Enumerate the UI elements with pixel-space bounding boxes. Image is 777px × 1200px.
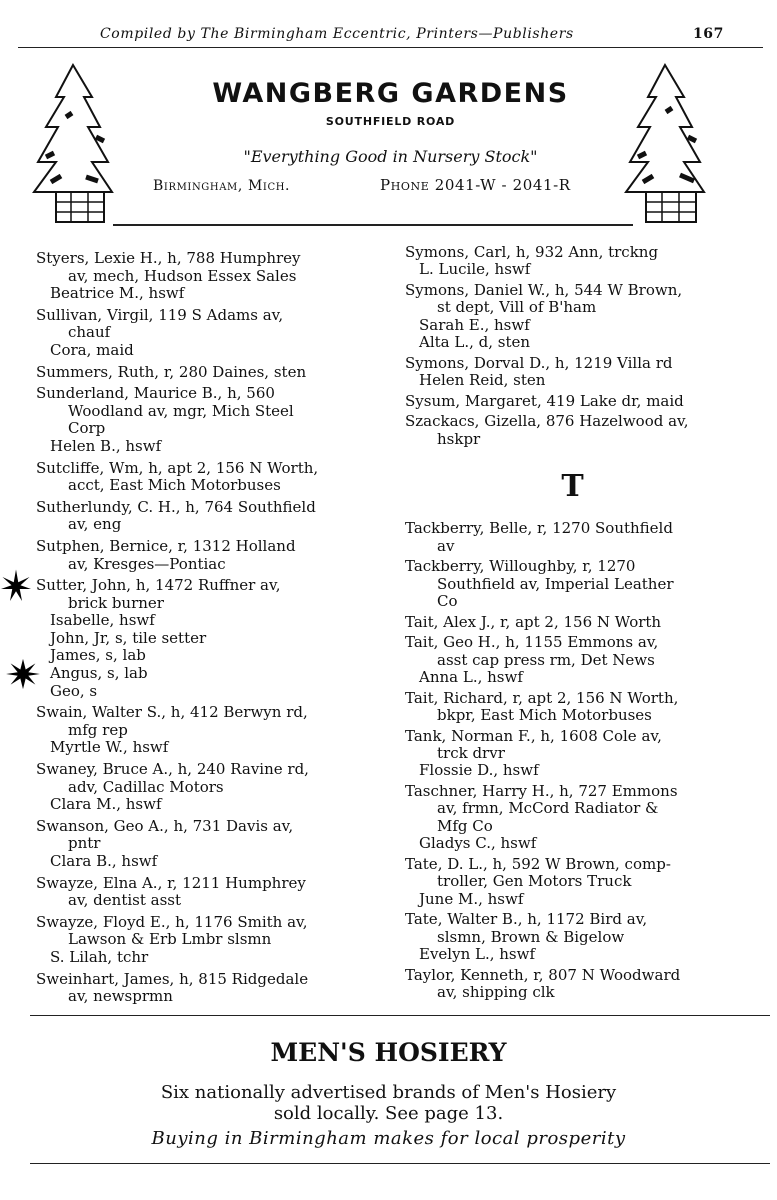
entry-name-line: Tait, Geo H., h, 1155 Emmons av, <box>405 633 659 652</box>
hosiery-ad-line-1: Six nationally advertised brands of Men's Hosiery <box>160 1082 617 1103</box>
entry-continuation-line: Southfield av, Imperial Leather <box>437 574 674 593</box>
household-member: Flossie D., hswf <box>419 761 539 780</box>
hosiery-ad-line-2: sold locally. See page 13. <box>273 1103 504 1124</box>
entry-continuation-line: Mfg Co <box>437 816 493 835</box>
household-member: Helen B., hswf <box>50 436 162 455</box>
household-member: John, Jr, s, tile setter <box>50 628 207 647</box>
entry-continuation-line: av, shipping clk <box>437 983 555 1002</box>
entry-name-line: Swayze, Elna A., r, 1211 Humphrey <box>36 873 306 892</box>
entry-continuation-line: acct, East Mich Motorbuses <box>68 476 281 495</box>
entry-name-line: Swayze, Floyd E., h, 1176 Smith av, <box>36 912 308 931</box>
directory-entry <box>405 282 740 352</box>
entry-name-line: Sutter, John, h, 1472 Ruffner av, <box>36 576 281 595</box>
household-member: Cora, maid <box>50 340 134 359</box>
household-member: June M., hswf <box>419 889 524 908</box>
household-member: Clara B., hswf <box>50 852 158 870</box>
directory-entry <box>405 520 740 555</box>
ad-phone: Phone 2041-W - 2041-R <box>380 176 571 194</box>
directory-entry <box>36 971 366 1006</box>
entry-continuation-line: av, mech, Hudson Essex Sales <box>68 266 297 285</box>
directory-entry <box>405 558 740 610</box>
entry-name-line: Sweinhart, James, h, 815 Ridgedale <box>36 969 309 988</box>
entry-continuation-line: st dept, Vill of B'ham <box>437 298 597 317</box>
section-divider <box>30 1015 770 1016</box>
directory-entry <box>36 761 366 814</box>
ad-subtitle: SOUTHFIELD ROAD <box>325 115 456 128</box>
directory-entry <box>36 704 366 757</box>
entry-name-line: Tackberry, Willoughby, r, 1270 <box>405 557 636 576</box>
entry-name-line: Sutherlundy, C. H., h, 764 Southfield <box>36 497 316 516</box>
ad-bottom-rule <box>113 224 633 226</box>
running-header <box>100 26 730 42</box>
page-number: 167 <box>692 26 724 42</box>
entry-continuation-line: hskpr <box>437 429 481 448</box>
directory-entry <box>405 244 740 279</box>
header-rule <box>18 47 763 48</box>
entry-name-line: Symons, Carl, h, 932 Ann, trckng <box>405 243 659 261</box>
directory-entry <box>405 690 740 725</box>
directory-entry <box>36 499 366 534</box>
directory-entry <box>405 413 740 448</box>
footer-rule <box>30 1163 770 1164</box>
entry-continuation-line: av, dentist asst <box>68 891 181 910</box>
entry-name-line: Summers, Ruth, r, 280 Daines, sten <box>36 362 307 381</box>
directory-entry <box>405 911 740 963</box>
star-burst-icon <box>1 567 31 605</box>
entry-continuation-line: mfg rep <box>68 720 128 739</box>
entry-continuation-line: Co <box>437 592 458 611</box>
household-member: Evelyn L., hswf <box>419 945 536 964</box>
entry-name-line: Styers, Lexie H., h, 788 Humphrey <box>36 249 301 267</box>
household-member: Angus, s, lab <box>50 664 148 683</box>
entry-continuation-line: pntr <box>68 834 101 853</box>
running-title: Compiled by The Birmingham Eccentric, Printers—Publishers <box>100 26 574 42</box>
directory-entry <box>405 393 740 410</box>
entry-name-line: Sutcliffe, Wm, h, apt 2, 156 N Worth, <box>36 458 319 477</box>
entry-continuation-line: slsmn, Brown & Bigelow <box>437 927 625 946</box>
entry-name-line: Swaney, Bruce A., h, 240 Ravine rd, <box>36 760 309 779</box>
ad-city: Birmingham, Mich. <box>153 178 291 194</box>
entry-continuation-line: asst cap press rm, Det News <box>437 650 655 669</box>
directory-column-right <box>405 244 740 1005</box>
entry-name-line: Tackberry, Belle, r, 1270 Southfield <box>405 519 673 538</box>
household-member: L. Lucile, hswf <box>419 260 531 279</box>
household-member: Myrtle W., hswf <box>50 738 169 757</box>
household-member: Anna L., hswf <box>419 668 523 687</box>
entry-name-line: Szackacs, Gizella, 876 Hazelwood av, <box>405 412 689 431</box>
directory-entry <box>405 614 740 631</box>
directory-entry <box>405 967 740 1002</box>
ad-slogan: "Everything Good in Nursery Stock" <box>243 147 538 166</box>
entry-continuation-line: brick burner <box>68 593 164 612</box>
directory-entry <box>36 364 366 382</box>
household-member: Alta L., d, sten <box>419 333 531 352</box>
entry-name-line: Sutphen, Bernice, r, 1312 Holland <box>36 536 296 555</box>
entry-name-line: Tait, Richard, r, apt 2, 156 N Worth, <box>405 688 679 707</box>
section-letter: T <box>561 469 584 505</box>
entry-name-line: Tait, Alex J., r, apt 2, 156 N Worth <box>405 612 662 631</box>
household-member: S. Lilah, tchr <box>50 947 149 966</box>
entry-continuation-line: av, eng <box>68 515 122 534</box>
directory-entry <box>36 385 366 455</box>
entry-continuation-line: Corp <box>68 419 106 438</box>
entry-name-line: Tate, Walter B., h, 1172 Bird av, <box>405 910 648 929</box>
directory-entry <box>36 914 366 967</box>
household-member: Isabelle, hswf <box>50 611 155 630</box>
entry-continuation-line: trck drvr <box>437 744 505 763</box>
entry-continuation-line: av <box>437 536 455 555</box>
entry-continuation-line: Woodland av, mgr, Mich Steel <box>68 401 294 420</box>
entry-name-line: Symons, Dorval D., h, 1219 Villa rd <box>405 353 673 372</box>
entry-continuation-line: troller, Gen Motors Truck <box>437 872 632 891</box>
star-burst-icon <box>6 658 40 690</box>
entry-name-line: Swanson, Geo A., h, 731 Davis av, <box>36 816 294 835</box>
entry-name-line: Sullivan, Virgil, 119 S Adams av, <box>36 305 284 324</box>
entry-continuation-line: av, Kresges—Pontiac <box>68 554 226 573</box>
entry-name-line: Symons, Daniel W., h, 544 W Brown, <box>405 281 683 299</box>
directory-entry <box>405 355 740 390</box>
entry-continuation-line: Lawson & Erb Lmbr slsmn <box>68 930 272 949</box>
directory-entry <box>405 856 740 908</box>
directory-entry <box>36 875 366 910</box>
directory-entry <box>405 728 740 780</box>
entry-name-line: Swain, Walter S., h, 412 Berwyn rd, <box>36 703 308 722</box>
entry-continuation-line: bkpr, East Mich Motorbuses <box>437 706 652 725</box>
entry-name-line: Tank, Norman F., h, 1608 Cole av, <box>405 726 662 745</box>
directory-entry <box>36 577 366 700</box>
household-member: Helen Reid, sten <box>419 371 546 390</box>
directory-column-left <box>36 250 366 1010</box>
entry-continuation-line: adv, Cadillac Motors <box>68 777 224 796</box>
directory-entry <box>405 783 740 853</box>
directory-entry <box>36 250 366 303</box>
entry-continuation-line: av, newsprmn <box>68 987 173 1006</box>
household-member: Sarah E., hswf <box>419 315 530 334</box>
hosiery-ad-tagline: Buying in Birmingham makes for local prosperity <box>151 1128 626 1149</box>
household-member: Geo, s <box>50 681 98 700</box>
entry-name-line: Taschner, Harry H., h, 727 Emmons <box>405 782 678 801</box>
directory-entry <box>405 634 740 686</box>
ad-title: WANGBERG GARDENS <box>212 78 569 109</box>
entry-name-line: Tate, D. L., h, 592 W Brown, comp- <box>405 854 671 873</box>
directory-entry <box>36 460 366 495</box>
entry-name-line: Sunderland, Maurice B., h, 560 <box>36 384 275 403</box>
entry-name-line: Taylor, Kenneth, r, 807 N Woodward <box>405 965 681 984</box>
directory-entry <box>36 307 366 360</box>
household-member: James, s, lab <box>50 646 146 665</box>
household-member: Gladys C., hswf <box>419 834 537 853</box>
wangberg-gardens-ad <box>18 52 763 232</box>
directory-entry <box>36 818 366 871</box>
entry-continuation-line: chauf <box>68 323 111 342</box>
household-member: Clara M., hswf <box>50 795 162 814</box>
hosiery-ad-title: MEN'S HOSIERY <box>270 1038 507 1067</box>
household-member: Beatrice M., hswf <box>50 284 185 303</box>
entry-continuation-line: av, frmn, McCord Radiator & <box>437 799 659 818</box>
entry-name-line: Sysum, Margaret, 419 Lake dr, maid <box>405 391 684 410</box>
directory-entry <box>36 538 366 573</box>
